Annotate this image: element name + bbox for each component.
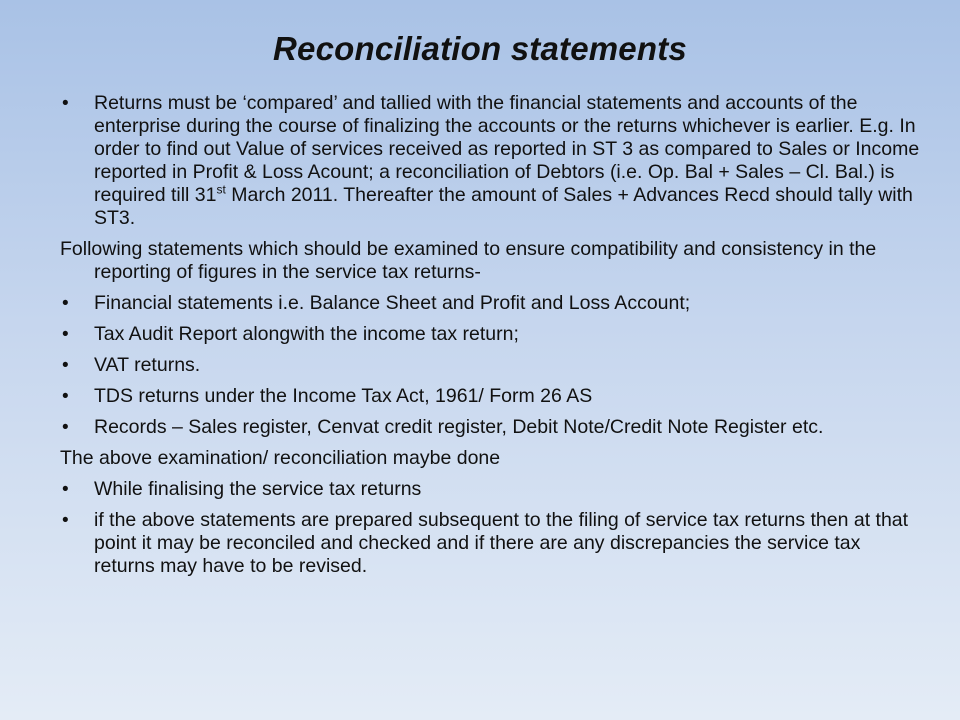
statement-text: TDS returns under the Income Tax Act, 1961/ Form 26 AS <box>94 385 593 407</box>
following-paragraph: Following statements which should be examined to ensure compatibility and consistency in the reporting of figures in the service tax returns- <box>60 238 877 283</box>
bullet-timing-1 <box>60 478 920 501</box>
timing-text: While finalising the service tax returns <box>94 478 422 500</box>
intro-text-1: Returns must be ‘compared’ and tallied with the financial statements and accounts of the enterprise during the course of finalizing the accounts or the returns whichever is earlier. E.g. In order to find out Value of services received as reported in ST 3 as compared to Sales or Income reported in Profit & Loss Acount; a reconciliation of Debtors (i.e. Op. Bal + Sales – Cl. Bal.) is required till 31 <box>94 92 920 206</box>
bullet-statement-2 <box>60 323 920 346</box>
bullet-icon: • <box>62 93 69 114</box>
bullet-timing-2 <box>60 509 920 578</box>
bullet-icon: • <box>62 324 69 345</box>
bullet-statement-4 <box>60 385 920 408</box>
intro-text-2: March 2011. Thereafter the amount of Sales + Advances Recd should tally with ST3. <box>94 184 913 229</box>
statement-text: VAT returns. <box>94 354 201 376</box>
bullet-icon: • <box>62 293 69 314</box>
timing-text: if the above statements are prepared subsequent to the filing of service tax returns then at that point it may be reconciled and checked and if there are any discrepancies the service tax returns may have to be revised. <box>94 509 909 577</box>
bullet-icon: • <box>62 355 69 376</box>
statement-text: Tax Audit Report alongwith the income tax return; <box>94 323 519 345</box>
bullet-icon: • <box>62 386 69 407</box>
bullet-icon: • <box>62 479 69 500</box>
bullet-intro <box>60 92 920 230</box>
slide-title: Reconciliation statements <box>273 30 687 67</box>
bullet-statement-5 <box>60 416 920 439</box>
above-paragraph: The above examination/ reconciliation maybe done <box>60 447 501 469</box>
bullet-icon: • <box>62 417 69 438</box>
bullet-statement-3 <box>60 354 920 377</box>
slide-body <box>60 92 920 586</box>
intro-sup: st <box>216 182 226 197</box>
bullet-icon: • <box>62 510 69 531</box>
bullet-statement-1 <box>60 292 920 315</box>
statement-text: Financial statements i.e. Balance Sheet and Profit and Loss Account; <box>94 292 691 314</box>
statement-text: Records – Sales register, Cenvat credit register, Debit Note/Credit Note Register etc. <box>94 416 824 438</box>
